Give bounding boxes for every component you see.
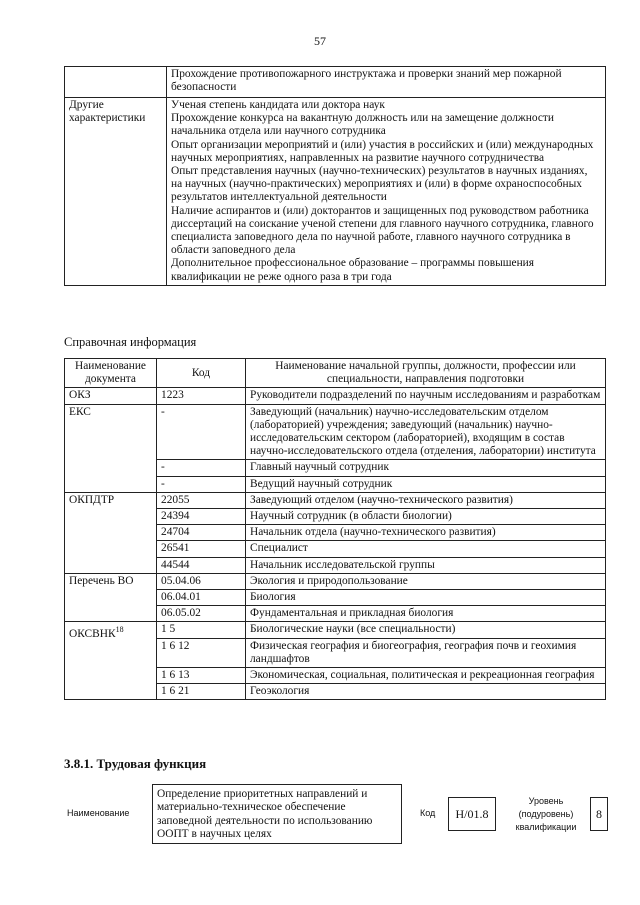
document-name [65,388,157,404]
code-cell: - [157,460,246,476]
characteristic-item: Прохождение противопожарного инструктажа и проверки знаний мер пожарной безопасности [171,68,562,94]
code-cell: 1223 [157,388,246,404]
reference-group [65,622,606,700]
table-row [65,622,606,638]
reference-heading: Справочная информация [64,335,197,349]
title-cell: Главный научный сотрудник [246,460,606,476]
document-name [65,492,157,573]
page-number: 57 [314,34,326,48]
title-cell: Специалист [246,541,606,557]
reference-group [65,404,606,492]
code-cell: 1 6 13 [157,668,246,684]
code-cell: - [157,404,246,460]
title-cell: Фундаментальная и прикладная биология [246,606,606,622]
reference-group [65,388,606,404]
characteristics-table [64,66,606,286]
title-cell: Геоэкология [246,684,606,700]
code-cell: 22055 [157,492,246,508]
header-code: Код [157,359,246,388]
code-cell: 1 6 21 [157,684,246,700]
qualification-level-label: Уровень (подуровень) квалификации [515,796,577,832]
title-cell: Биологические науки (все специальности) [246,622,606,638]
characteristic-item: Опыт организации мероприятий и (или) участия в российских и (или) международных научных мероприятиях, направленных на развитие научного сотрудничества [171,138,594,164]
document-name-text: ЕКС [69,405,91,418]
row1-items [167,67,606,98]
other-characteristics-items [167,98,606,286]
document-name [65,622,157,700]
code-value: Н/01.8 [448,797,496,831]
code-cell: 24704 [157,525,246,541]
code-cell: 1 6 12 [157,638,246,667]
code-cell: 1 5 [157,622,246,638]
characteristic-item: Дополнительное профессиональное образование – программы повышения квалификации не реже одного раза в три года [171,257,534,283]
code-cell: 26541 [157,541,246,557]
labor-function-heading: 3.8.1. Трудовая функция [64,756,207,771]
document-name-text: ОКСВНК [69,628,116,641]
table-row [65,98,606,286]
document-name-text: ОКЗ [69,389,91,402]
code-cell: 44544 [157,557,246,573]
code-cell: 06.04.01 [157,590,246,606]
table-row [65,573,606,589]
code-cell: 05.04.06 [157,573,246,589]
document-name [65,573,157,622]
characteristic-item: Прохождение конкурса на вакантную должность или на замещение должности начальника отдела или научного сотрудника [171,112,554,138]
characteristic-item: Ученая степень кандидата или доктора наук [171,99,385,111]
title-cell: Заведующий (начальник) научно-исследовательским отделом (лабораторией) учреждения; заведующий (начальник) научно-исследовательским сектором (лабораторией), входящим в состав научно-исследовательского отдела (отделения, лаборатории) института [246,404,606,460]
characteristic-item: Наличие аспирантов и (или) докторантов и защищенных под руководством работника диссертаций на соискание ученой степени для главного научного сотрудника, главного специалиста заповедного дела по научной работе, главного научного сотрудника в области заповедного дела [171,204,594,257]
document-name-text: ОКПДТР [69,493,115,506]
reference-group [65,573,606,622]
header-name: Наименование начальной группы, должности, профессии или специальности, направления подготовки [246,359,606,388]
footnote-ref: 18 [115,625,124,635]
code-cell: 24394 [157,509,246,525]
name-label: Наименование [67,808,130,818]
other-characteristics-label: Другие характеристики [65,98,167,286]
title-cell: Ведущий научный сотрудник [246,476,606,492]
document-name [65,404,157,492]
header-row [65,359,606,388]
reference-table [64,358,606,700]
labor-function-name: Определение приоритетных направлений и материально-техническое обеспечение заповедной деятельности по использованию ООПТ в научных целях [152,784,402,844]
title-cell: Экология и природопользование [246,573,606,589]
title-cell: Начальник исследовательской группы [246,557,606,573]
table-row [65,404,606,460]
title-cell: Начальник отдела (научно-технического развития) [246,525,606,541]
table-row [65,492,606,508]
code-cell: - [157,476,246,492]
title-cell: Руководители подразделений по научным исследованиям и разработкам [246,388,606,404]
document-name-text: Перечень ВО [69,574,134,587]
qualification-level-value: 8 [590,797,608,831]
empty-cell [65,67,167,98]
header-document: Наименование документа [65,359,157,388]
characteristic-item: Опыт представления научных (научно-технических) результатов в научных изданиях, на научных (научно-практических) мероприятиях и (или) в форме охраноспособных результатов интеллектуальной деятельности [171,165,588,204]
code-cell: 06.05.02 [157,606,246,622]
table-row [65,388,606,404]
title-cell: Физическая география и биогеография, география почв и геохимия ландшафтов [246,638,606,667]
code-label: Код [420,808,436,818]
title-cell: Заведующий отделом (научно-технического развития) [246,492,606,508]
reference-group [65,492,606,573]
title-cell: Биология [246,590,606,606]
title-cell: Научный сотрудник (в области биологии) [246,509,606,525]
table-row [65,67,606,98]
title-cell: Экономическая, социальная, политическая и рекреационная география [246,668,606,684]
